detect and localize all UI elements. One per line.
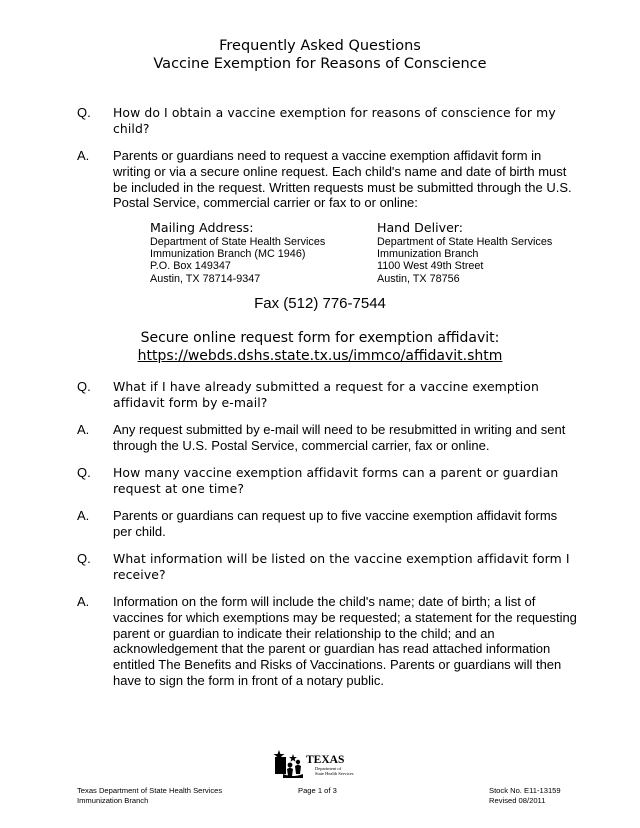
page-title: Frequently Asked Questions bbox=[219, 38, 421, 54]
page-subtitle: Vaccine Exemption for Reasons of Conscience bbox=[153, 56, 487, 72]
answer-text: Parents or guardians need to request a vaccine exemption affidavit form in writing or via a secure online request. Each child's name and date of birth must be included in the request. Written requests must be submitted through the U.S. Postal Service, commercial carrier or fax to or online: bbox=[113, 148, 572, 211]
hand-deliver-line: 1100 West 49th Street bbox=[377, 260, 484, 273]
answer-marker: A. bbox=[77, 148, 90, 163]
mailing-address-line: P.O. Box 149347 bbox=[150, 260, 231, 273]
logo-subtitle-1: Department of bbox=[315, 766, 342, 771]
secure-form-link[interactable]: https://webds.dshs.state.tx.us/immco/affidavit.shtm bbox=[137, 348, 503, 364]
answer-text: Parents or guardians can request up to five vaccine exemption affidavit forms per child. bbox=[113, 508, 558, 539]
answer-marker: A. bbox=[77, 508, 90, 523]
answer-text: Any request submitted by e-mail will need to be resubmitted in writing and sent through the U.S. Postal Service, commercial carrier, fax or online. bbox=[113, 422, 566, 453]
question-text: How many vaccine exemption affidavit forms can a parent or guardian request at one time? bbox=[113, 465, 559, 496]
hand-deliver-heading: Hand Deliver: bbox=[377, 220, 464, 235]
person-body-icon bbox=[287, 768, 293, 777]
question-4 bbox=[77, 551, 577, 583]
person-body-icon bbox=[295, 765, 301, 775]
question-text: How do I obtain a vaccine exemption for reasons of conscience for my child? bbox=[113, 105, 556, 136]
question-text: What information will be listed on the vaccine exemption affidavit form I receive? bbox=[113, 551, 570, 582]
footer-page-number: Page 1 of 3 bbox=[298, 786, 337, 795]
question-marker: Q. bbox=[77, 379, 91, 394]
footer-left bbox=[77, 786, 222, 806]
footer-stock-number: Stock No. E11-13159 bbox=[489, 786, 561, 795]
answer-1 bbox=[77, 148, 577, 211]
question-marker: Q. bbox=[77, 551, 91, 566]
question-3 bbox=[77, 465, 577, 497]
hand-deliver-line: Austin, TX 78756 bbox=[377, 272, 460, 285]
mailing-address-heading: Mailing Address: bbox=[150, 220, 254, 235]
footer-agency: Texas Department of State Health Services bbox=[77, 786, 223, 795]
mailing-address-line: Austin, TX 78714-9347 bbox=[150, 272, 261, 285]
mailing-address bbox=[150, 220, 325, 285]
logo-base-shape bbox=[283, 774, 303, 778]
logo-subtitle-2: State Health Services bbox=[315, 771, 354, 776]
mailing-address-line: Immunization Branch (MC 1946) bbox=[150, 248, 306, 261]
star-icon bbox=[289, 754, 297, 762]
secure-form-link-wrap bbox=[0, 347, 640, 365]
answer-text: Information on the form will include the child's name; date of birth; a list of vaccines for which exemptions may be requested; a statement for the requesting parent or guardian to indicate their relationship to the child; and an acknowledgement that the parent or guardian has read attached information entitled The Benefits and Risks of Vaccinations. Parents or guardians will then have to sign the form in front of a notary public. bbox=[113, 594, 577, 688]
logo-wordmark: TEXAS bbox=[306, 754, 345, 766]
question-text: What if I have already submitted a request for a vaccine exemption affidavit form by e-mail? bbox=[113, 379, 539, 410]
footer-revised-date: Revised 08/2011 bbox=[489, 796, 546, 805]
answer-marker: A. bbox=[77, 594, 90, 609]
answer-2 bbox=[77, 422, 577, 454]
person-head-icon bbox=[296, 760, 300, 764]
answer-3 bbox=[77, 508, 577, 540]
hand-deliver-address bbox=[377, 220, 552, 285]
answer-marker: A. bbox=[77, 422, 90, 437]
dshs-logo bbox=[273, 748, 373, 782]
hand-deliver-line: Department of State Health Services bbox=[377, 236, 553, 248]
question-marker: Q. bbox=[77, 465, 91, 480]
fax-number: Fax (512) 776-7544 bbox=[254, 295, 386, 312]
hand-deliver-line: Immunization Branch bbox=[377, 248, 479, 261]
footer-right bbox=[489, 786, 561, 806]
question-marker: Q. bbox=[77, 105, 91, 120]
footer-branch: Immunization Branch bbox=[77, 796, 149, 805]
question-1 bbox=[77, 105, 577, 137]
mailing-address-line: Department of State Health Services bbox=[150, 236, 326, 248]
person-head-icon bbox=[288, 763, 293, 768]
secure-form-label: Secure online request form for exemption affidavit: bbox=[140, 330, 500, 346]
answer-4 bbox=[77, 594, 577, 689]
question-2 bbox=[77, 379, 577, 411]
